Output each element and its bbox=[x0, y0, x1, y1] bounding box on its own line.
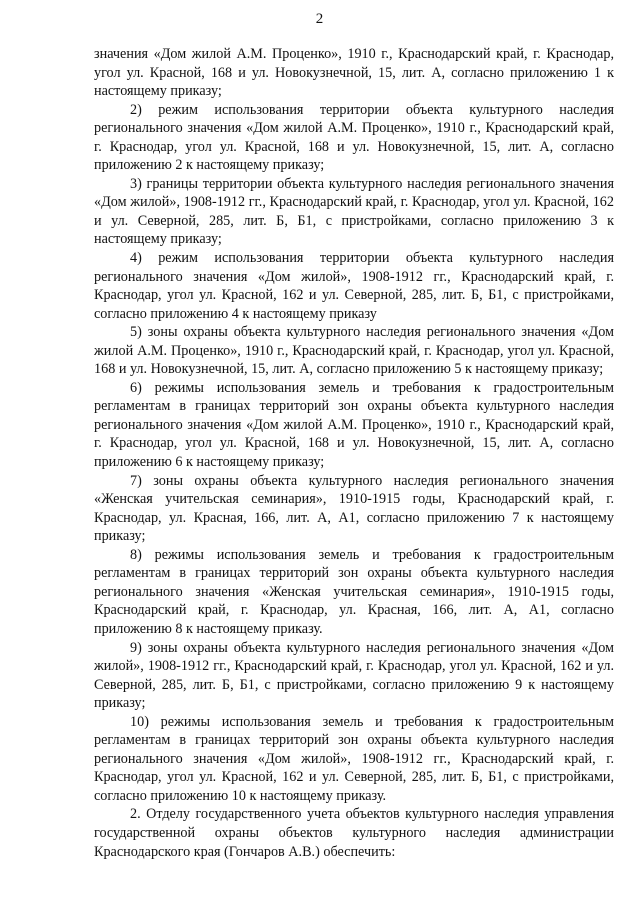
list-item-2: 2) режим использования территории объекта культурного наследия регионального значения «Дом жилой А.М. Проценко», 1910 г., Краснодарский край, г. Краснодар, угол ул. Красной, 168 и ул. Новокузнечной, 15, лит. А, согласно приложению 2 к настоящему приказу; bbox=[94, 101, 614, 174]
document-body bbox=[94, 45, 614, 861]
list-item-3: 3) границы территории объекта культурного наследия регионального значения «Дом жилой», 1908-1912 гг., Краснодарский край, г. Краснодар, угол ул. Красной, 162 и ул. Северной, 285, лит. Б, Б1, с пристройками, согласно приложению 3 к настоящему приказу; bbox=[94, 175, 614, 248]
list-item-9: 9) зоны охраны объекта культурного наследия регионального значения «Дом жилой», 1908-1912 гг., Краснодарский край, г. Краснодар, угол ул. Красной, 162 и ул. Северной, 285, лит. Б, Б1, с пристройками, согласно приложению 9 к настоящему приказу; bbox=[94, 639, 614, 712]
page-number: 2 bbox=[315, 11, 324, 27]
list-item-10: 10) режимы использования земель и требования к градостроительным регламентам в границах территорий зон охраны объекта культурного наследия регионального значения «Дом жилой», 1908-1912 гг., Краснодарский край, г. Краснодар, угол ул. Красной, 162 и ул. Северной, 285, лит. Б, Б1, с пристройками, согласно приложению 10 к настоящему приказу. bbox=[94, 713, 614, 804]
list-item-7: 7) зоны охраны объекта культурного наследия регионального значения «Женская учительская семинария», 1910-1915 годы, Краснодарский край, г. Краснодар, ул. Красная, 166, лит. А, А1, согласно приложению 7 к настоящему приказу; bbox=[94, 472, 614, 545]
list-item-5: 5) зоны охраны объекта культурного наследия регионального значения «Дом жилой А.М. Проценко», 1910 г., Краснодарский край, г. Краснодар, угол ул. Красной, 168 и ул. Новокузнечной, 15, лит. А, согласно приложению 5 к настоящему приказу; bbox=[94, 324, 614, 378]
list-item-4: 4) режим использования территории объекта культурного наследия регионального значения «Дом жилой», 1908-1912 гг., Краснодарский край, г. Краснодар, угол ул. Красной, 162 и ул. Северной, 285, лит. Б, Б1, с пристройками, согласно приложению 4 к настоящему приказу bbox=[94, 250, 614, 322]
paragraph-continuation: значения «Дом жилой А.М. Проценко», 1910 г., Краснодарский край, г. Краснодар, угол ул. Красной, 168 и ул. Новокузнечной, 15, лит. А, согласно приложению 1 к настоящему приказу; bbox=[94, 46, 614, 100]
list-item-8: 8) режимы использования земель и требования к градостроительным регламентам в границах территорий зон охраны объекта культурного наследия регионального значения «Женская учительская семинария», 1910-1915 годы, Краснодарский край, г. Краснодар, ул. Красная, 166, лит. А, А1, согласно приложению 8 к настоящему приказу. bbox=[94, 546, 614, 637]
section-2-paragraph: 2. Отделу государственного учета объектов культурного наследия управления государственной охраны объектов культурного наследия администрации Краснодарского края (Гончаров А.В.) обеспечить: bbox=[94, 806, 614, 860]
list-item-6: 6) режимы использования земель и требования к градостроительным регламентам в границах территорий зон охраны объекта культурного наследия регионального значения «Дом жилой А.М. Проценко», 1910 г., Краснодарский край, г. Краснодар, угол ул. Красной, 168 и ул. Новокузнечной, 15, лит. А, согласно приложению 6 к настоящему приказу; bbox=[94, 379, 614, 471]
